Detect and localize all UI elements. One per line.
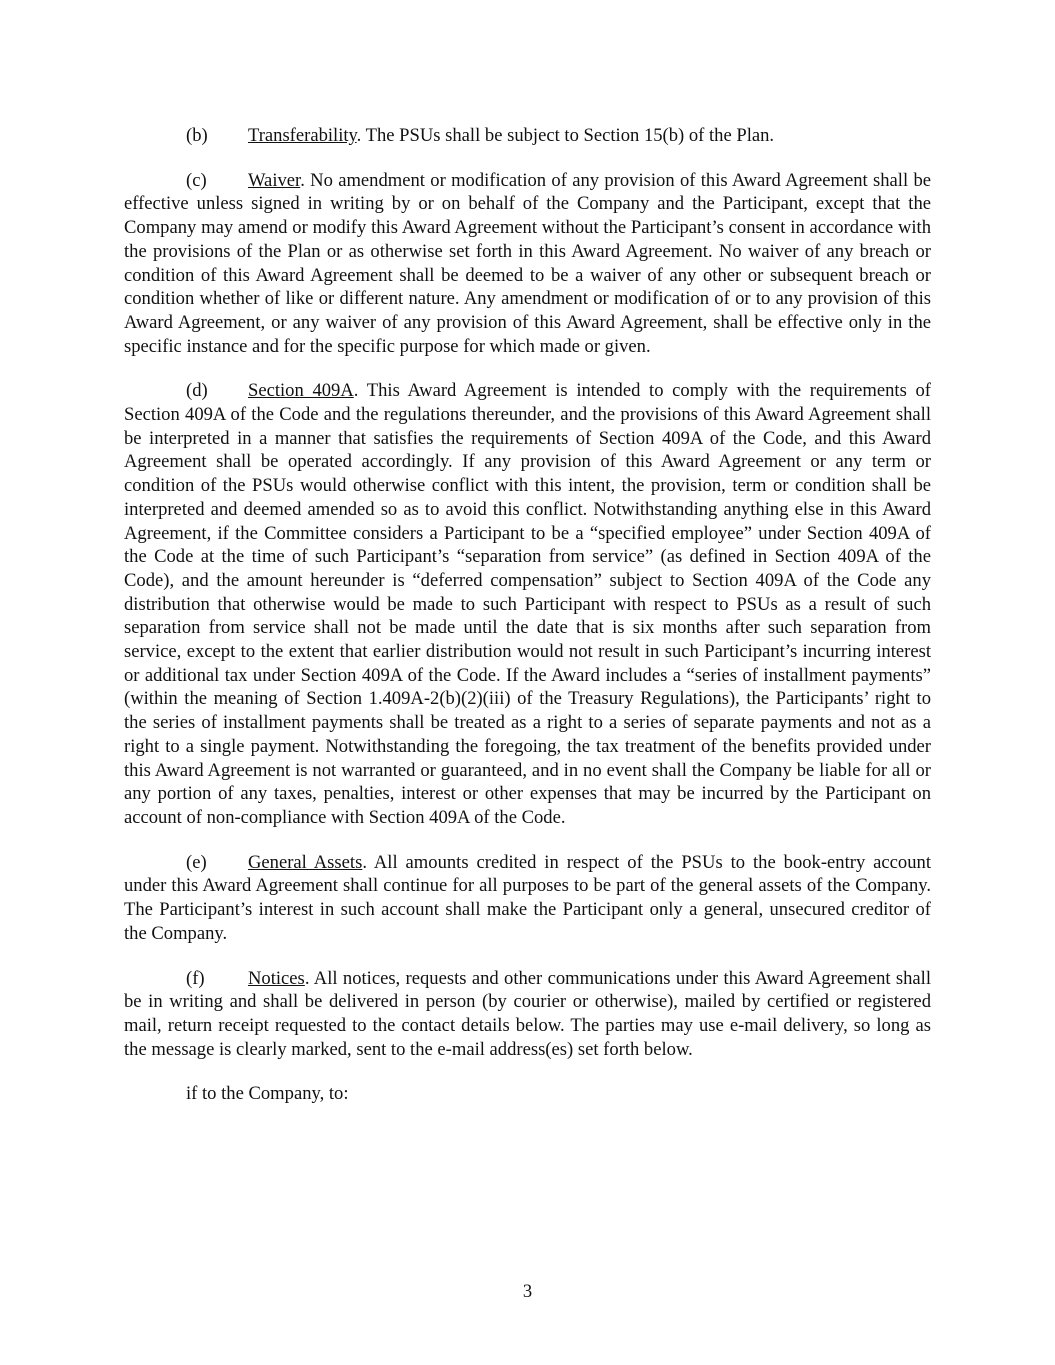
section-text: . The PSUs shall be subject to Section 15(b) of the Plan. bbox=[356, 125, 775, 146]
section-heading: Waiver bbox=[248, 169, 301, 191]
section-text: . All notices, requests and other communications under this Award Agreement shall be in writing and shall be delivered in person (by courier or otherwise), mailed by certified or registered mail, return receipt requested to the contact details below. The parties may use e-mail delivery, so long as the message is clearly marked, sent to the e-mail address(es) set forth below. bbox=[124, 967, 931, 1060]
section-heading: Section 409A bbox=[248, 380, 354, 402]
section-heading: Transferability bbox=[248, 125, 357, 146]
section-d bbox=[124, 379, 931, 829]
section-text: . All amounts credited in respect of the PSUs to the book-entry account under this Award Agreement shall continue for all purposes to be part of the general assets of the Company. The Participant’s interest in such account shall make the Participant only a general, unsecured creditor of the Company. bbox=[124, 851, 931, 944]
section-label: (e) bbox=[186, 851, 207, 873]
section-c bbox=[124, 169, 931, 359]
page-number: 3 bbox=[522, 1281, 533, 1302]
section-heading: General Assets bbox=[248, 851, 363, 873]
section-label: (f) bbox=[186, 967, 205, 989]
section-text: . This Award Agreement is intended to comply with the requirements of Section 409A of the Code and the regulations thereunder, and the provisions of this Award Agreement shall be interpreted in a manner that satisfies the requirements of Section 409A of the Code, and this Award Agreement shall be operated accordingly. If any provision of this Award Agreement or any term or condition of the PSUs would otherwise conflict with this intent, the provision, term or condition shall be interpreted and deemed amended so as to avoid this conflict. Notwithstanding anything else in this Award Agreement, if the Committee considers a Participant to be a “specified employee” under Section 409A of the Code at the time of such Participant’s “separation from service” (as defined in Section 409A of the Code), and the amount hereunder is “deferred compensation” subject to Section 409A of the Code any distribution that otherwise would be made to such Participant with respect to PSUs as a result of such separation from service shall not be made until the date that is six months after such separation from service, except to the extent that earlier distribution would not result in such Participant’s incurring interest or additional tax under Section 409A of the Code. If the Award includes a “series of installment payments” (within the meaning of Section 1.409A-2(b)(2)(iii) of the Treasury Regulations), the Participants’ right to the series of installment payments shall be treated as a right to a series of separate payments and not as a right to a single payment. Notwithstanding the foregoing, the tax treatment of the benefits provided under this Award Agreement is not warranted or guaranteed, and in no event shall the Company be liable for all or any portion of any taxes, penalties, interest or other expenses that may be incurred by the Participant on account of non-compliance with Section 409A of the Code. bbox=[124, 380, 931, 828]
section-b bbox=[124, 124, 931, 148]
section-f bbox=[124, 967, 931, 1062]
section-heading: Notices bbox=[248, 967, 305, 989]
section-label: (d) bbox=[186, 380, 208, 402]
company-address-intro: if to the Company, to: bbox=[186, 1083, 349, 1105]
section-label: (c) bbox=[186, 169, 207, 191]
section-e bbox=[124, 851, 931, 946]
document-page bbox=[124, 124, 931, 1106]
section-label: (b) bbox=[186, 125, 208, 146]
section-text: . No amendment or modification of any provision of this Award Agreement shall be effective unless signed in writing by or on behalf of the Company and the Participant, except that the Company may amend or modify this Award Agreement without the Participant’s consent in accordance with the provisions of the Plan or as otherwise set forth in this Award Agreement. No waiver of any breach or condition of this Award Agreement shall be deemed to be a waiver of any other or subsequent breach or condition whether of like or different nature. Any amendment or modification of or to any provision of this Award Agreement, or any waiver of any provision of this Award Agreement, shall be effective only in the specific instance and for the specific purpose for which made or given. bbox=[124, 169, 931, 357]
